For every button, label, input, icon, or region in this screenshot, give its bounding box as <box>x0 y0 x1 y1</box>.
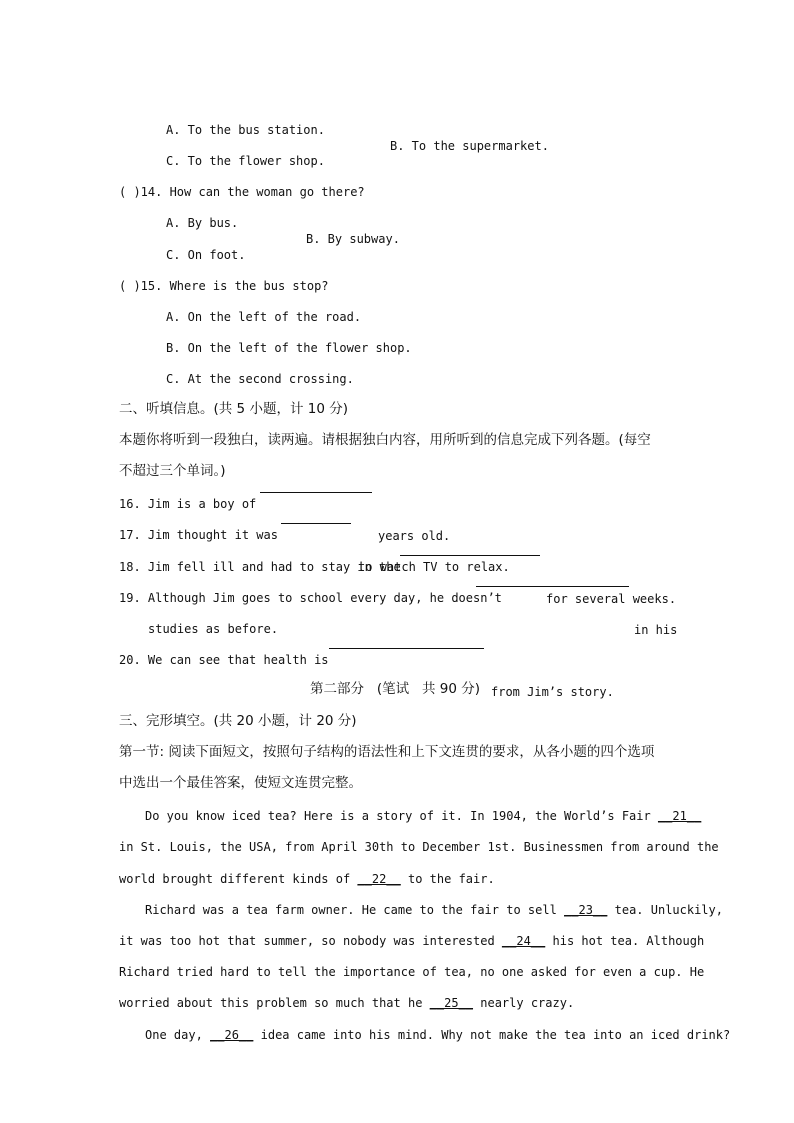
q13-option-a: A. To the bus station. <box>166 123 325 137</box>
passage-p2-line4 <box>119 995 574 1011</box>
blank-24[interactable]: __24__ <box>501 934 546 948</box>
passage-p2-line4-text-b: nearly crazy. <box>473 996 575 1010</box>
q18-text-before: 18. Jim fell ill and had to stay in the <box>119 560 401 574</box>
q17-text-before: 17. Jim thought it was <box>119 528 278 542</box>
part2-heading-row <box>0 665 794 697</box>
passage-line <box>0 855 794 887</box>
passage-p3-line1 <box>145 1027 730 1043</box>
q20-answer-blank[interactable] <box>329 636 484 649</box>
q19-text-after: in his <box>634 623 678 637</box>
q17-text-after: to watch TV to relax. <box>358 560 510 574</box>
blank-22[interactable]: __22__ <box>357 872 401 886</box>
passage-p3-line1-text-a: One day, <box>145 1028 211 1042</box>
q14-option-c: C. On foot. <box>166 248 246 262</box>
passage-p2-line2 <box>119 933 704 949</box>
q14-option-a: A. By bus. <box>166 216 239 230</box>
passage-p3-line1-text-b: idea came into his mind. Why not make the tea into an iced drink? <box>253 1028 731 1042</box>
section3-heading: 三、完形填空。(共 20 小题，计 20 分) <box>119 713 357 729</box>
passage-p2-line1-text-b: tea. Unluckily, <box>607 903 723 917</box>
q14-stem-row <box>0 168 794 200</box>
q18-answer-blank[interactable] <box>400 543 540 556</box>
q19-continuation-row <box>0 605 794 637</box>
passage-p2-line4-text-a: worried about this problem so much that he <box>119 996 430 1010</box>
passage-line <box>0 917 794 949</box>
passage-line <box>0 792 794 824</box>
q16-text-after: years old. <box>378 529 451 543</box>
passage-p2-line2-text-a: it was too hot that summer, so nobody was interested <box>119 934 502 948</box>
passage-line <box>0 823 794 855</box>
q15-option-b: B. On the left of the flower shop. <box>166 341 412 355</box>
q15-option-c-row <box>0 355 794 387</box>
passage-p2-line3: Richard tried hard to tell the importance of tea, no one asked for even a cup. He <box>119 965 705 979</box>
section3-heading-row <box>0 697 794 729</box>
q16-text-before: 16. Jim is a boy of <box>119 497 257 511</box>
part2-heading: 第二部分 (笔试 共 90 分) <box>310 681 481 697</box>
section2-instructions-1: 本题你将听到一段独白，读两遍。请根据独白内容，用所听到的信息完成下列各题。(每空 <box>119 432 651 448</box>
q15-option-a-row <box>0 293 794 325</box>
passage-p1-line3-text-a: world brought different kinds of <box>119 872 358 886</box>
q14-option-c-row <box>0 231 794 263</box>
passage-p2-line1 <box>145 902 723 918</box>
passage-p1-line1 <box>145 808 701 824</box>
q19-text-before: 19. Although Jim goes to school every day, he doesn’t <box>119 591 502 605</box>
q18-text-after: for several weeks. <box>546 592 677 606</box>
passage-line <box>0 948 794 980</box>
blank-23[interactable]: __23__ <box>564 903 608 917</box>
q14-option-b: B. By subway. <box>306 232 400 246</box>
blank-21[interactable]: __21__ <box>657 809 702 823</box>
section2-instructions-2: 不超过三个单词。) <box>119 463 226 479</box>
section2-instructions-row-2 <box>0 447 794 479</box>
passage-p1-line3 <box>119 871 495 887</box>
q17-answer-blank[interactable] <box>281 511 351 524</box>
q19-continuation: studies as before. <box>148 622 279 636</box>
q20-text-after: from Jim’s story. <box>491 685 614 699</box>
q13-option-c: C. To the flower shop. <box>166 154 325 168</box>
blank-26[interactable]: __26__ <box>210 1028 254 1042</box>
section3-instructions-row-2 <box>0 759 794 791</box>
passage-p1-line3-text-b: to the fair. <box>400 872 495 886</box>
passage-p1-line2: in St. Louis, the USA, from April 30th to December 1st. Businessmen from around the <box>119 840 719 854</box>
passage-p2-line1-text-a: Richard was a tea farm owner. He came to the fair to sell <box>145 903 565 917</box>
passage-p1-line1-text: Do you know iced tea? Here is a story of it. In 1904, the World’s Fair <box>145 809 658 823</box>
section2-heading: 二、听填信息。(共 5 小题，计 10 分) <box>119 401 348 417</box>
blank-25[interactable]: __25__ <box>429 996 474 1010</box>
passage-line <box>0 979 794 1011</box>
q15-option-b-row <box>0 324 794 356</box>
section2-instructions-row-1 <box>0 416 794 448</box>
passage-line <box>0 886 794 918</box>
q13-option-b: B. To the supermarket. <box>390 139 549 153</box>
q15-stem-row <box>0 262 794 294</box>
section3-instructions-row-1 <box>0 728 794 760</box>
q14-stem: ( )14. How can the woman go there? <box>119 185 365 199</box>
q19-answer-blank[interactable] <box>476 574 629 587</box>
section2-heading-row <box>0 385 794 417</box>
section3-instructions-1: 第一节: 阅读下面短文，按照句子结构的语法性和上下文连贯的要求，从各小题的四个选项 <box>119 744 655 760</box>
section3-instructions-2: 中选出一个最佳答案，使短文连贯完整。 <box>119 775 362 791</box>
q16-answer-blank[interactable] <box>260 480 372 493</box>
q20-text-before: 20. We can see that health is <box>119 653 329 667</box>
q13-option-c-row <box>0 137 794 169</box>
passage-p2-line2-text-b: his hot tea. Although <box>545 934 705 948</box>
passage-line <box>0 1011 794 1043</box>
q15-option-c: C. At the second crossing. <box>166 372 354 386</box>
q15-option-a: A. On the left of the road. <box>166 310 362 324</box>
q15-stem: ( )15. Where is the bus stop? <box>119 279 329 293</box>
